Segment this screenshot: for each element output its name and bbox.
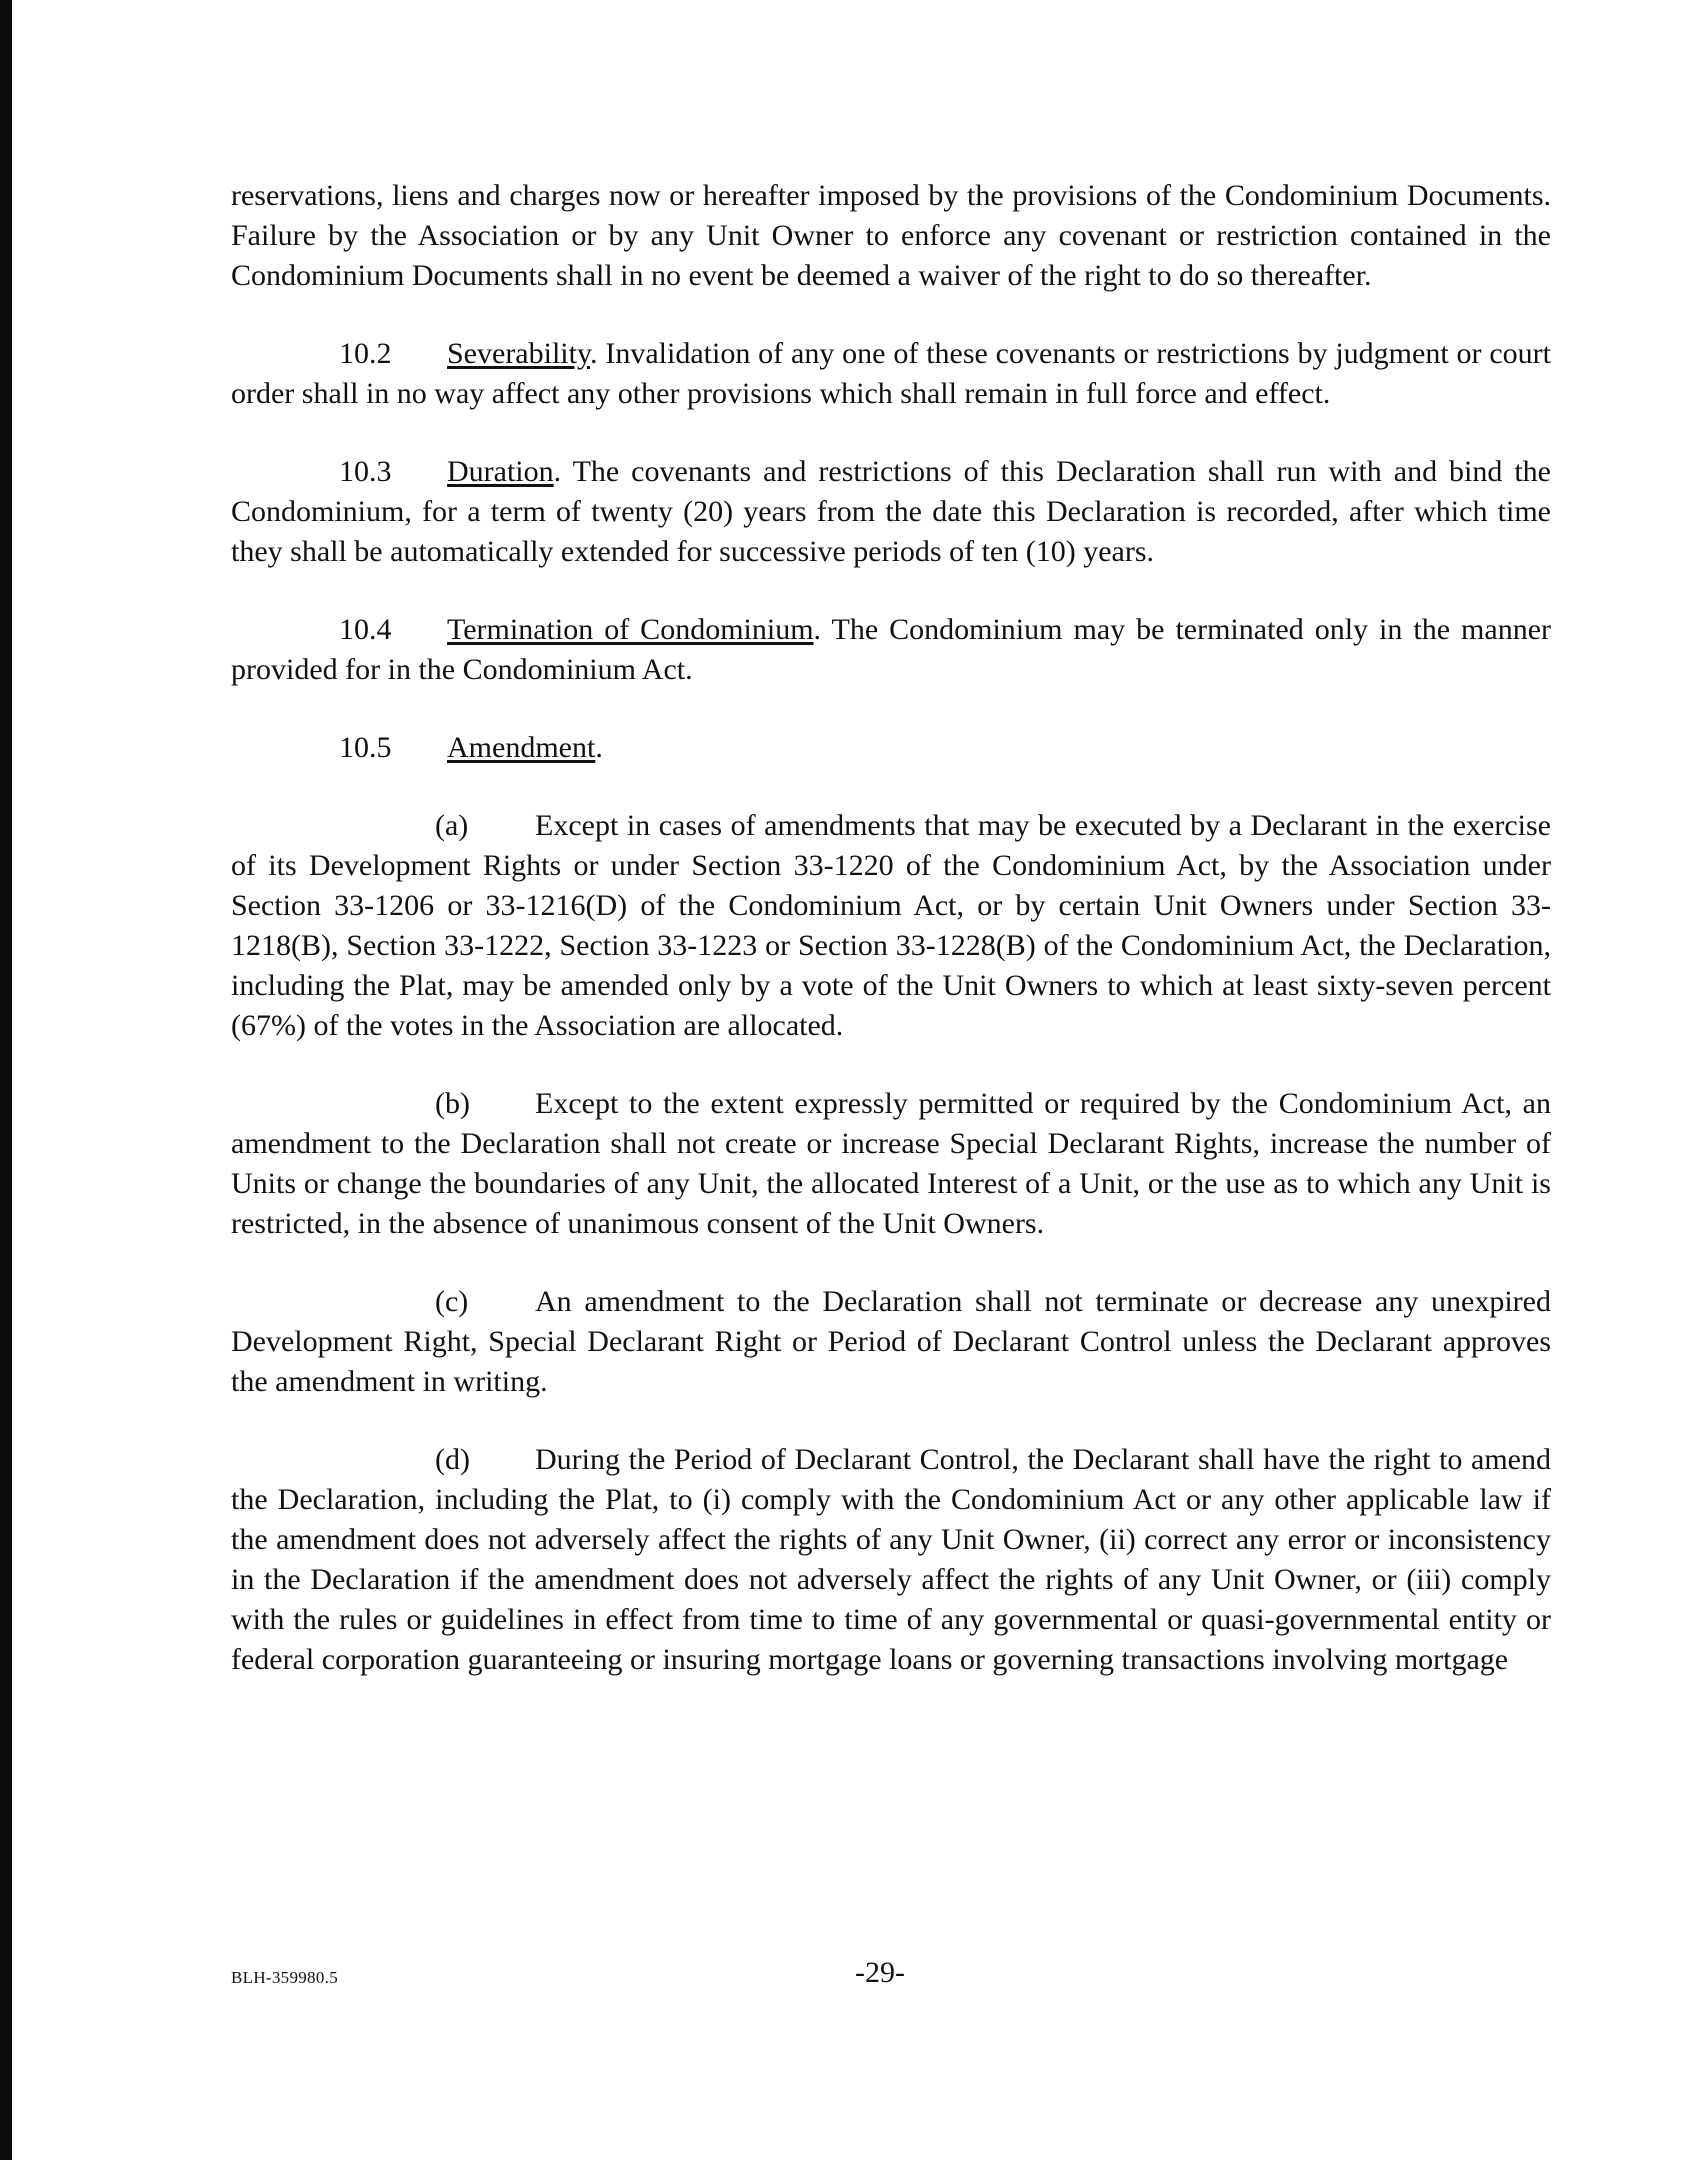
document-id: BLH-359980.5 — [231, 1968, 339, 1987]
section-text: . — [595, 731, 603, 764]
section-text: . The covenants and restrictions of this Declaration shall run with and bind the Condominium, for a term of twenty (20) years from the date this Declaration is recorded, after which time they shall be automatically extended for successive periods of ten (10) years. — [231, 455, 1551, 568]
section-number: 10.3 — [339, 455, 392, 488]
page-number: -29- — [855, 1956, 905, 1989]
subsection-text: During the Period of Declarant Control, the Declarant shall have the right to amend the Declaration, including the Plat, to (i) comply with the Condominium Act or any other applicable law if the amendment does not adversely affect the rights of any Unit Owner, (ii) correct any error or inconsistency in the Declaration if the amendment does not adversely affect the rights of any Unit Owner, or (iii) comply with the rules or guidelines in effect from time to time of any governmental or quasi-governmental entity or federal corporation guaranteeing or insuring mortgage loans or governing transactions involving mortgage — [231, 1443, 1551, 1676]
section-heading: Termination of Condominium — [447, 613, 814, 646]
continued-paragraph — [231, 176, 1551, 296]
section-heading: Amendment — [447, 731, 596, 764]
document-body — [231, 176, 1551, 1718]
section-10-2 — [231, 334, 1551, 414]
section-text: . Invalidation of any one of these covenants or restrictions by judgment or court order shall in no way affect any other provisions which shall remain in full force and effect. — [231, 337, 1551, 410]
subsection-b — [231, 1084, 1551, 1244]
subsection-text: An amendment to the Declaration shall not terminate or decrease any unexpired Development Right, Special Declarant Right or Period of Declarant Control unless the Declarant approves the amendment in writing. — [231, 1285, 1551, 1398]
subsection-a — [231, 806, 1551, 1046]
subsection-c — [231, 1282, 1551, 1402]
section-number: 10.5 — [339, 731, 392, 764]
section-text: . The Condominium may be terminated only in the manner provided for in the Condominium Act. — [231, 613, 1551, 686]
continued-paragraph-text: reservations, liens and charges now or hereafter imposed by the provisions of the Condominium Documents. Failure by the Association or by any Unit Owner to enforce any covenant or restriction contained in the Condominium Documents shall in no event be deemed a waiver of the right to do so thereafter. — [231, 179, 1551, 292]
subsection-text: Except to the extent expressly permitted or required by the Condominium Act, an amendment to the Declaration shall not create or increase Special Declarant Rights, increase the number of Units or change the boundaries of any Unit, the allocated Interest of a Unit, or the use as to which any Unit is restricted, in the absence of unanimous consent of the Unit Owners. — [231, 1087, 1551, 1240]
section-number: 10.2 — [339, 337, 392, 370]
section-10-4 — [231, 610, 1551, 690]
subsection-letter: (a) — [435, 809, 469, 842]
section-heading: Severability — [447, 337, 591, 370]
subsection-d — [231, 1440, 1551, 1680]
subsection-letter: (c) — [435, 1285, 469, 1318]
section-10-3 — [231, 452, 1551, 572]
subsection-text: Except in cases of amendments that may be executed by a Declarant in the exercise of its Development Rights or under Section 33-1220 of the Condominium Act, by the Association under Section 33-1206 or 33-1216(D) of the Condominium Act, or by certain Unit Owners under Section 33-1218(B), Section 33-1222, Section 33-1223 or Section 33-1228(B) of the Condominium Act, the Declaration, including the Plat, may be amended only by a vote of the Unit Owners to which at least sixty-seven percent (67%) of the votes in the Association are allocated. — [231, 809, 1551, 1042]
scan-edge-shadow — [0, 0, 12, 2160]
section-number: 10.4 — [339, 613, 392, 646]
section-heading: Duration — [447, 455, 554, 488]
subsection-letter: (d) — [435, 1443, 470, 1476]
section-10-5 — [231, 728, 1551, 768]
subsection-letter: (b) — [435, 1087, 470, 1120]
